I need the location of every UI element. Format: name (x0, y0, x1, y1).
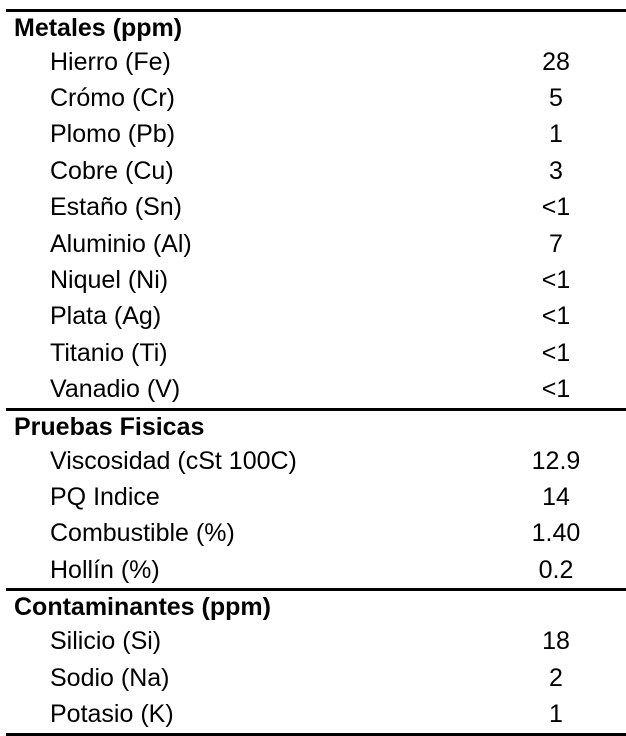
table-row (6, 44, 626, 80)
row-label: Combustible (%) (50, 519, 235, 548)
row-label: Vanadio (V) (50, 375, 181, 404)
row-label: Niquel (Ni) (50, 266, 169, 295)
table-row (6, 696, 626, 732)
table-row (6, 623, 626, 659)
row-value: <1 (541, 375, 571, 404)
row-label: Crómo (Cr) (50, 84, 175, 113)
section-pruebas-fisicas (6, 408, 626, 589)
row-value: 14 (542, 482, 570, 511)
row-value: 1 (549, 699, 563, 728)
row-value: 1.40 (531, 519, 581, 548)
row-label: Viscosidad (cSt 100C) (50, 446, 297, 475)
row-label: Cobre (Cu) (50, 156, 174, 185)
row-label: PQ Indice (50, 482, 160, 511)
section-contaminantes (6, 588, 626, 735)
table-row (6, 552, 626, 588)
table-row (6, 262, 626, 298)
oil-analysis-table (6, 0, 626, 736)
section-metales (6, 9, 626, 408)
row-label: Plomo (Pb) (50, 120, 176, 149)
table-row (6, 516, 626, 552)
row-label: Estaño (Sn) (50, 193, 183, 222)
table-row (6, 226, 626, 262)
row-value: 28 (542, 47, 570, 76)
row-value: <1 (541, 338, 571, 367)
row-label: Hierro (Fe) (50, 47, 171, 76)
row-value: <1 (541, 266, 571, 295)
section-title: Pruebas Fisicas (14, 412, 205, 441)
row-label: Plata (Ag) (50, 302, 162, 331)
table-row (6, 372, 626, 408)
row-label: Potasio (K) (50, 699, 174, 728)
row-value: 18 (542, 627, 570, 656)
row-value: 0.2 (538, 555, 574, 584)
table-row (6, 117, 626, 153)
row-label: Hollín (%) (50, 555, 160, 584)
row-value: 2 (549, 663, 563, 692)
table-row (6, 299, 626, 335)
table-row (6, 443, 626, 479)
row-label: Aluminio (Al) (50, 229, 192, 258)
table-row (6, 660, 626, 696)
section-title: Metales (ppm) (14, 14, 183, 42)
section-title: Contaminantes (ppm) (14, 593, 271, 622)
row-label: Sodio (Na) (50, 663, 170, 692)
table-row (6, 80, 626, 116)
table-row (6, 335, 626, 371)
table-row (6, 153, 626, 189)
row-value: 1 (549, 120, 563, 149)
row-value: <1 (541, 193, 571, 222)
row-label: Silicio (Si) (50, 627, 162, 656)
row-value: 12.9 (531, 446, 581, 475)
row-value: 3 (549, 156, 563, 185)
table-row (6, 190, 626, 226)
row-value: <1 (541, 302, 571, 331)
row-value: 5 (549, 84, 563, 113)
row-value: 7 (549, 229, 563, 258)
table-row (6, 479, 626, 515)
row-label: Titanio (Ti) (50, 338, 168, 367)
